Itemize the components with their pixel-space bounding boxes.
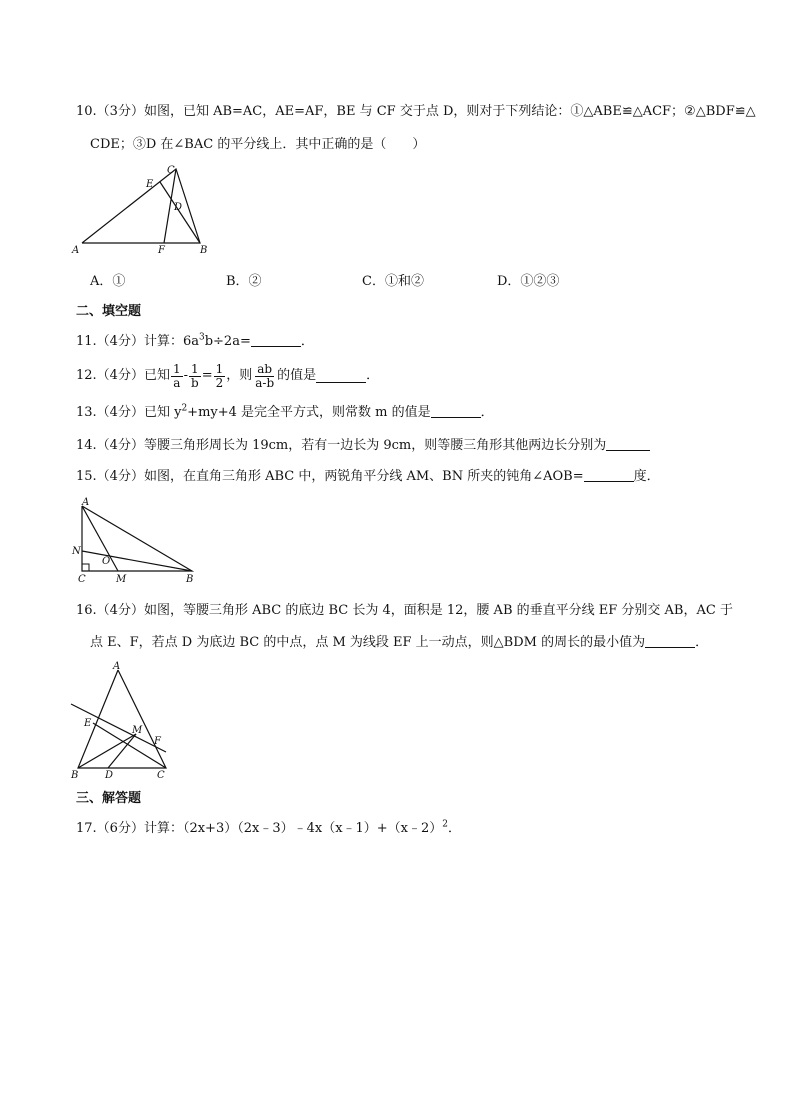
q11-post: ．	[300, 334, 314, 349]
q12-eq: =	[201, 368, 213, 383]
q11-sup: 3	[198, 332, 205, 343]
q16-line1: 16.（4分）如图，等腰三角形 ABC 的底边 BC 长为 4，面积是 12，腰 AB 的垂直平分线 EF 分别交 AB，AC 于	[76, 603, 733, 618]
q12-frac2-den: b	[191, 375, 199, 390]
q10-line2: CDE；③D 在∠BAC 的平分线上．其中正确的是（ ）	[90, 137, 426, 152]
q12-post1: 的值是	[277, 368, 317, 383]
q12-frac4-den: a-b	[255, 375, 275, 390]
q13	[76, 404, 494, 422]
q14	[76, 437, 650, 455]
q10-label-E: E	[146, 179, 154, 190]
q10-label-A: A	[72, 245, 80, 256]
q16-label-M: M	[132, 725, 143, 736]
q16-line2	[90, 634, 708, 652]
q15-label-M: M	[116, 574, 127, 585]
q12-post2: ．	[366, 368, 380, 383]
q12-then: ，则	[226, 368, 253, 383]
q12	[76, 360, 379, 392]
q11-mid: b÷2a=	[204, 334, 251, 349]
q13-pre: 13.（4分）已知 y	[76, 405, 182, 420]
q16-label-B: B	[71, 770, 79, 781]
q15-label-A: A	[82, 497, 90, 508]
q15-label-O: O	[102, 556, 111, 567]
q16-label-D: D	[105, 770, 114, 781]
q12-frac1-num: 1	[172, 361, 181, 376]
q13-blank[interactable]	[431, 405, 481, 418]
q16-label-C: C	[157, 770, 165, 781]
q17-post: ．	[448, 821, 462, 836]
section-2-title: 二、填空题	[76, 304, 142, 319]
q16-label-F: F	[154, 736, 161, 747]
q17-sup: 2	[442, 819, 449, 830]
q10-label-F: F	[158, 245, 165, 256]
q15-text: 15.（4分）如图，在直角三角形 ABC 中，两锐角平分线 AM、BN 所夹的钝角∠AOB=	[76, 469, 584, 484]
q12-frac3-num: 1	[215, 361, 224, 376]
q16-figure	[66, 660, 178, 782]
q10-option-c: C．①和②	[362, 274, 424, 289]
q16-label-E: E	[84, 718, 92, 729]
q16-line2-text: 点 E、F，若点 D 为底边 BC 的中点，点 M 为线段 EF 上一动点，则△BDM 的周长的最小值为	[90, 635, 646, 650]
q12-frac1-den: a	[173, 375, 181, 390]
q13-mid: +my+4 是完全平方式，则常数 m 的值是	[187, 405, 431, 420]
section-3-title: 三、解答题	[76, 791, 142, 806]
q12-frac1	[171, 363, 183, 390]
q16-post: ．	[695, 635, 709, 650]
q12-pre: 12.（4分）已知	[76, 368, 170, 383]
q15-figure	[70, 496, 200, 586]
q12-frac4-num: ab	[257, 361, 273, 376]
q14-blank[interactable]	[606, 438, 650, 451]
q15-label-B: B	[186, 574, 194, 585]
q16-blank[interactable]	[645, 635, 695, 648]
q15	[76, 468, 660, 486]
q14-text: 14.（4分）等腰三角形周长为 19cm，若有一边长为 9cm，则等腰三角形其他两边长分别为	[76, 438, 607, 453]
q10-label-B: B	[200, 245, 208, 256]
q15-label-C: C	[78, 574, 86, 585]
q17-pre: 17.（6分）计算：（2x+3）（2x﹣3）﹣4x（x﹣1）+（x﹣2）	[76, 821, 443, 836]
q11-pre: 11.（4分）计算：6a	[76, 334, 199, 349]
q10-option-b: B．②	[226, 274, 262, 289]
q15-post: 度．	[633, 469, 660, 484]
q11-blank[interactable]	[251, 334, 301, 347]
q10-line1: 10.（3分）如图，已知 AB=AC，AE=AF，BE 与 CF 交于点 D，则对于下列结论：①△ABE≌△ACF；②△BDF≌△	[76, 104, 756, 119]
q12-blank[interactable]	[316, 370, 366, 383]
q12-frac4	[253, 363, 276, 390]
q16-label-A: A	[113, 661, 121, 672]
q10-label-C: C	[167, 165, 175, 176]
q17	[76, 820, 461, 838]
q12-frac3	[214, 363, 226, 390]
q10-option-d: D．①②③	[497, 274, 560, 289]
q13-post: ．	[480, 405, 494, 420]
q12-frac2	[189, 363, 201, 390]
q12-frac2-num: 1	[191, 361, 199, 376]
q15-label-N: N	[72, 546, 81, 557]
q10-option-a: A．①	[90, 274, 126, 289]
q11	[76, 333, 314, 351]
q12-minus: -	[183, 368, 188, 383]
q10-figure	[70, 162, 210, 258]
q15-blank[interactable]	[584, 469, 634, 482]
q12-frac3-den: 2	[215, 375, 224, 390]
q10-label-D: D	[174, 202, 183, 213]
q13-sup: 2	[181, 403, 188, 414]
